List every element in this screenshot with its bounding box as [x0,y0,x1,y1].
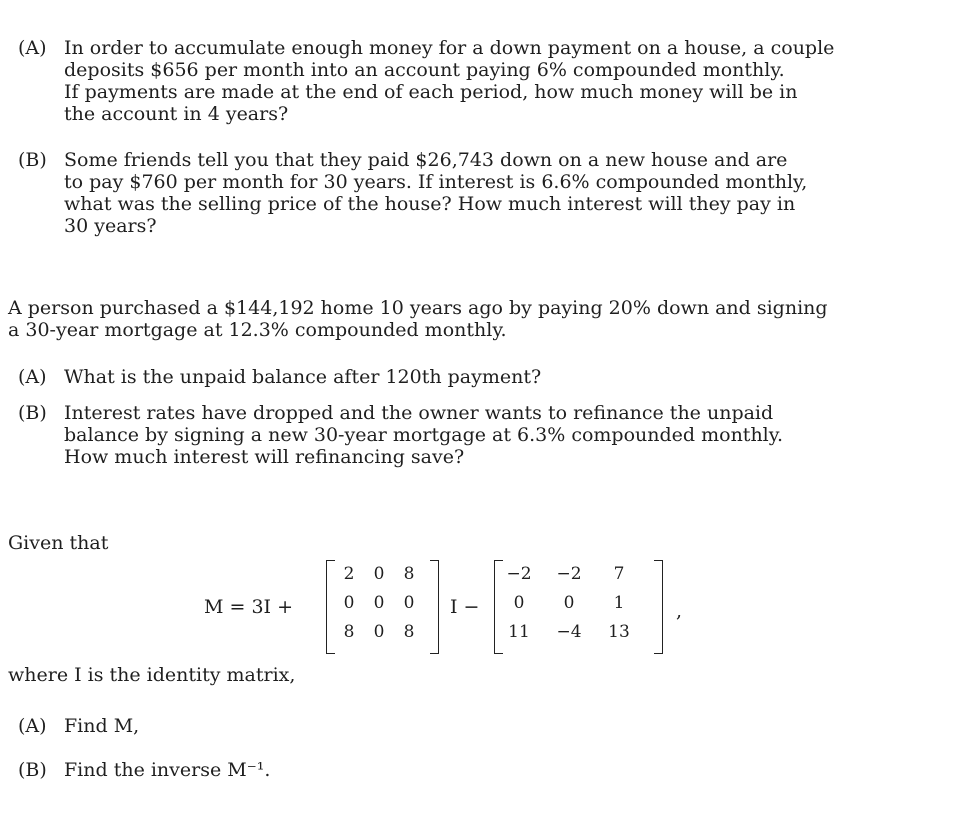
text-line: a 30-year mortgage at 12.3% compounded monthly. [8,319,507,341]
problem-2-part-b-text [64,402,783,468]
matrix-cell: 1 [613,593,625,613]
text-line: deposits $656 per month into an account paying 6% compounded monthly. [64,59,785,81]
problem-1-part-a-text [64,37,834,125]
text-line: What is the unpaid balance after 120th payment? [64,366,542,388]
matrix-cell: 8 [403,622,415,642]
problem-1-part-b-text [64,149,807,237]
matrix-cell: −2 [506,564,532,584]
problem-3-part-a-text: Find M, [64,715,140,737]
matrix-1-right-bracket [430,560,439,654]
part-label: (B) [18,402,47,424]
matrix-cell: 0 [373,564,385,584]
text-line: 30 years? [64,215,157,237]
equation-middle: I − [450,596,480,618]
problem-3-where: where I is the identity matrix, [8,664,296,686]
part-label: (A) [18,366,47,388]
matrix-cell: 0 [563,593,575,613]
matrix-cell: 8 [403,564,415,584]
part-label: (A) [18,37,47,59]
matrix-cell: −2 [556,564,582,584]
part-label: (B) [18,149,47,171]
equation-end: , [676,600,683,622]
matrix-cell: 0 [373,622,385,642]
text-line: If payments are made at the end of each period, how much money will be in [64,81,798,103]
matrix-cell: 13 [608,622,630,642]
matrix-2-right-bracket [654,560,663,654]
part-label: (B) [18,759,47,781]
text-line: balance by signing a new 30-year mortgage at 6.3% compounded monthly. [64,424,784,446]
text-line: what was the selling price of the house? How much interest will they pay in [64,193,796,215]
text-line: In order to accumulate enough money for a down payment on a house, a couple [64,37,835,59]
text-line: the account in 4 years? [64,103,289,125]
matrix-cell: 0 [373,593,385,613]
text-line: A person purchased a $144,192 home 10 years ago by paying 20% down and signing [8,297,828,319]
text-line: How much interest will refinancing save? [64,446,465,468]
equation-lhs: M = 3I + [204,596,294,618]
text-line: Interest rates have dropped and the owner wants to refinance the unpaid [64,402,774,424]
text-line: to pay $760 per month for 30 years. If interest is 6.6% compounded monthly, [64,171,808,193]
matrix-cell: 8 [343,622,355,642]
problem-2-intro [8,297,898,341]
text-line: Some friends tell you that they paid $26,743 down on a new house and are [64,149,788,171]
part-label: (A) [18,715,47,737]
matrix-cell: 0 [513,593,525,613]
matrix-cell: 0 [343,593,355,613]
matrix-cell: 11 [508,622,530,642]
matrix-cell: 0 [403,593,415,613]
matrix-cell: −4 [556,622,582,642]
matrix-2-left-bracket [494,560,503,654]
matrix-cell: 2 [343,564,355,584]
matrix-cell: 7 [613,564,625,584]
problem-3-given: Given that [8,532,109,554]
problem-3-part-b-text: Find the inverse M⁻¹. [64,759,271,781]
problem-2-part-a-text [64,366,541,388]
